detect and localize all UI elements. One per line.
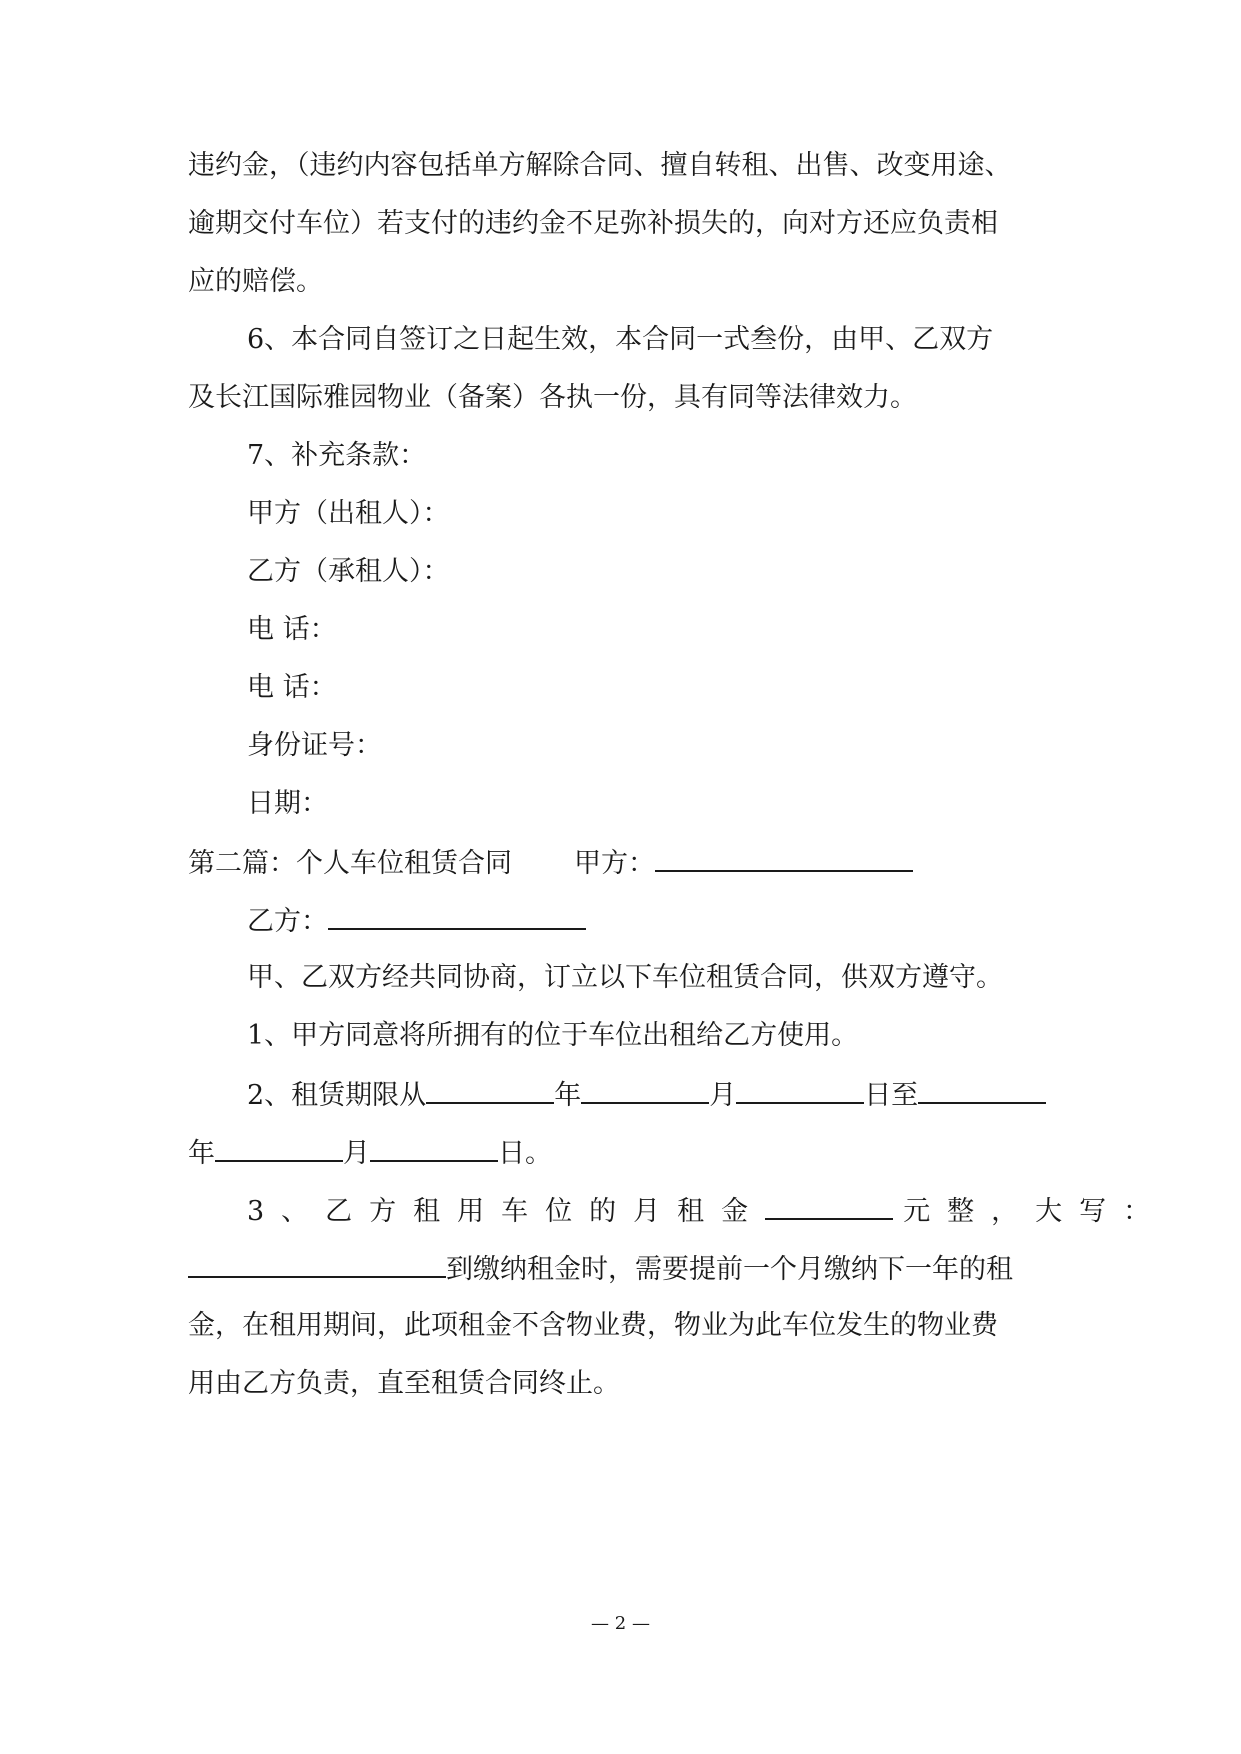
day-to-text: 日至 (864, 1080, 919, 1111)
section-heading-line (188, 844, 913, 882)
party-b-blank (328, 902, 586, 930)
clause-3-text: 到缴纳租金时，需要提前一个月缴纳下一年的租 (446, 1254, 1013, 1285)
clause-3-line: 金，在租用期间，此项租金不含物业费，物业为此车位发生的物业费 (188, 1310, 998, 1341)
month-text: 月 (343, 1138, 370, 1169)
date-label: 日期： (247, 788, 328, 819)
party-a-blank (655, 844, 913, 872)
end-year-blank (918, 1076, 1046, 1104)
clause-3-text: 3、乙方租用车位的月租金 (247, 1196, 766, 1227)
year-text: 年 (188, 1138, 215, 1169)
party-b-label: 乙方： (247, 906, 328, 937)
party-a-label: 甲方（出租人）： (247, 498, 450, 529)
end-day-blank (370, 1134, 498, 1162)
party-b-line (247, 902, 586, 940)
phone-label: 电 话： (247, 672, 337, 703)
year-text: 年 (554, 1080, 582, 1111)
clause-7-heading: 7、补充条款： (247, 440, 427, 471)
month-text: 月 (709, 1080, 737, 1111)
clause-3-line (247, 1192, 1167, 1230)
clause-3-line (188, 1250, 1013, 1288)
day-text: 日。 (498, 1138, 552, 1169)
clause-6-line: 及长江国际雅园物业（备案）各执一份，具有同等法律效力。 (188, 382, 917, 413)
phone-label: 电 话： (247, 614, 337, 645)
party-b-label: 乙方（承租人）： (247, 556, 450, 587)
paragraph-line: 违约金，（违约内容包括单方解除合同、擅自转租、出售、改变用途、 (188, 150, 1012, 181)
id-number-label: 身份证号： (247, 730, 382, 761)
rent-capital-blank (188, 1250, 446, 1278)
month-blank (581, 1076, 709, 1104)
paragraph-line: 应的赔偿。 (188, 266, 323, 297)
clause-2-line (188, 1134, 552, 1172)
rent-unit-text: 元整，大写： (903, 1196, 1168, 1227)
year-blank (426, 1076, 554, 1104)
intro-line: 甲、乙双方经共同协商，订立以下车位租赁合同，供双方遵守。 (247, 962, 1003, 993)
clause-1-line: 1、甲方同意将所拥有的位于车位出租给乙方使用。 (247, 1020, 859, 1051)
rent-blank (765, 1192, 893, 1220)
section-title: 第二篇：个人车位租赁合同 (188, 848, 512, 879)
clause-6-line: 6、本合同自签订之日起生效，本合同一式叁份，由甲、乙双方 (247, 324, 994, 355)
end-month-blank (215, 1134, 343, 1162)
clause-3-line: 用由乙方负责，直至租赁合同终止。 (188, 1368, 620, 1399)
clause-2-line (247, 1076, 1046, 1114)
day-blank (736, 1076, 864, 1104)
paragraph-line: 逾期交付车位）若支付的违约金不足弥补损失的，向对方还应负责相 (188, 208, 998, 239)
party-a-label: 甲方： (574, 848, 655, 879)
page-number: — 2 — (591, 1613, 650, 1634)
clause-2-text: 2、租赁期限从 (247, 1080, 427, 1111)
